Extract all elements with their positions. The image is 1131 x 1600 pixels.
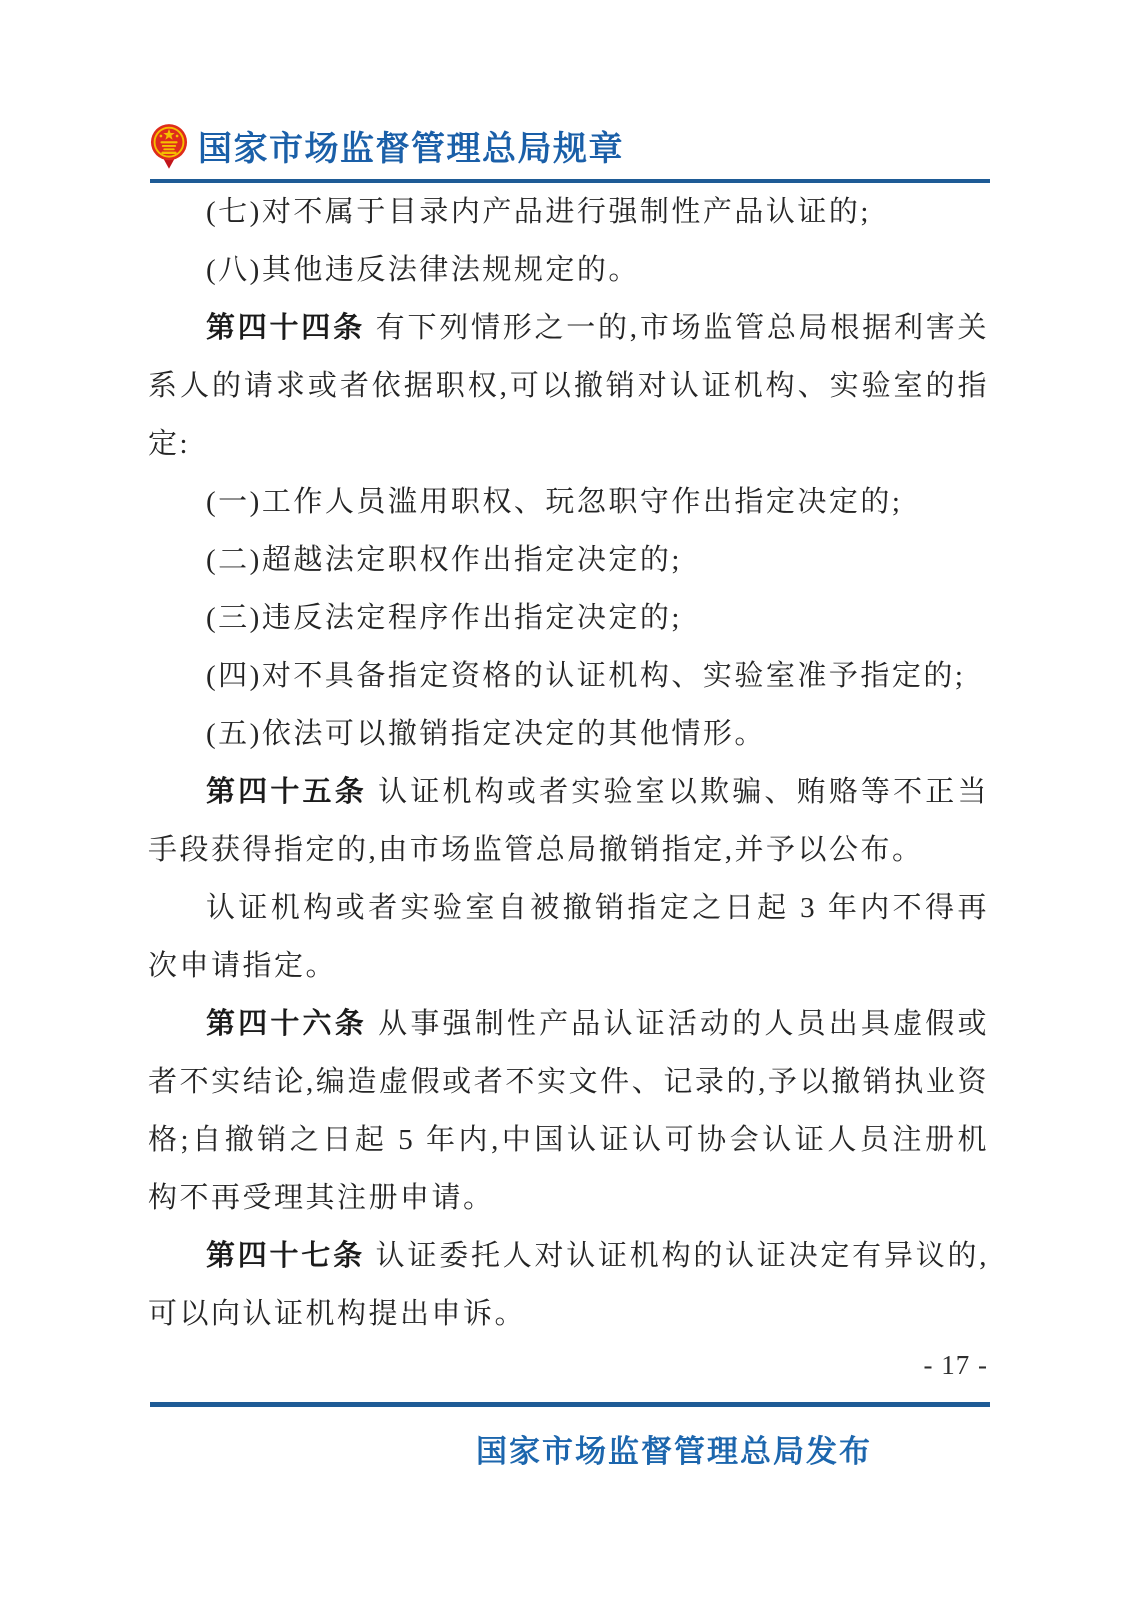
page-number: - 17 - — [923, 1350, 988, 1380]
paragraph-text: (三)违反法定程序作出指定决定的; — [206, 602, 682, 634]
paragraph-text: (二)超越法定职权作出指定决定的; — [206, 544, 682, 576]
paragraph-text: 认证机构或者实验室自被撤销指定之日起 3 年内不得再次申请指定。 — [148, 892, 989, 982]
doc-paragraph — [148, 531, 989, 589]
article-number: 第四十五条 — [206, 776, 379, 808]
doc-paragraph — [148, 647, 989, 705]
paragraph-text: 有下列情形之一的,市场监管总局根据利害关系人的请求或者依据职权,可以撤销对认证机构、实验室的指定: — [148, 312, 989, 460]
doc-paragraph — [148, 589, 989, 647]
footer-publisher: 国家市场监督管理总局发布 — [476, 1434, 872, 1469]
article-number: 第四十六条 — [206, 1008, 379, 1040]
doc-paragraph — [148, 1227, 989, 1343]
paragraph-text: (七)对不属于目录内产品进行强制性产品认证的; — [206, 196, 871, 228]
paragraph-text: (一)工作人员滥用职权、玩忽职守作出指定决定的; — [206, 486, 903, 518]
paragraph-text: 认证委托人对认证机构的认证决定有异议的,可以向认证机构提出申诉。 — [148, 1240, 989, 1330]
china-national-emblem-icon — [150, 122, 188, 169]
doc-paragraph — [148, 995, 989, 1227]
paragraph-text: 认证机构或者实验室以欺骗、贿赂等不正当手段获得指定的,由市场监管总局撤销指定,并予以公布。 — [148, 776, 989, 866]
doc-paragraph — [148, 763, 989, 879]
doc-paragraph — [148, 705, 989, 763]
document-header-title: 国家市场监督管理总局规章 — [198, 129, 624, 168]
paragraph-text: (四)对不具备指定资格的认证机构、实验室准予指定的; — [206, 660, 966, 692]
paragraph-text: (五)依法可以撤销指定决定的其他情形。 — [206, 718, 766, 750]
paragraph-text: (八)其他违反法律法规规定的。 — [206, 254, 640, 286]
document-body — [148, 183, 989, 1343]
article-number: 第四十四条 — [206, 312, 376, 344]
doc-paragraph — [148, 473, 989, 531]
article-number: 第四十七条 — [206, 1240, 376, 1272]
paragraph-text: 从事强制性产品认证活动的人员出具虚假或者不实结论,编造虚假或者不实文件、记录的,予以撤销执业资格;自撤销之日起 5 年内,中国认证认可协会认证人员注册机构不再受理其注册申请。 — [148, 1008, 989, 1214]
doc-paragraph — [148, 299, 989, 473]
doc-paragraph — [148, 241, 989, 299]
footer-divider — [150, 1402, 990, 1407]
doc-paragraph — [148, 879, 989, 995]
page-header — [150, 116, 990, 174]
doc-paragraph — [148, 183, 989, 241]
